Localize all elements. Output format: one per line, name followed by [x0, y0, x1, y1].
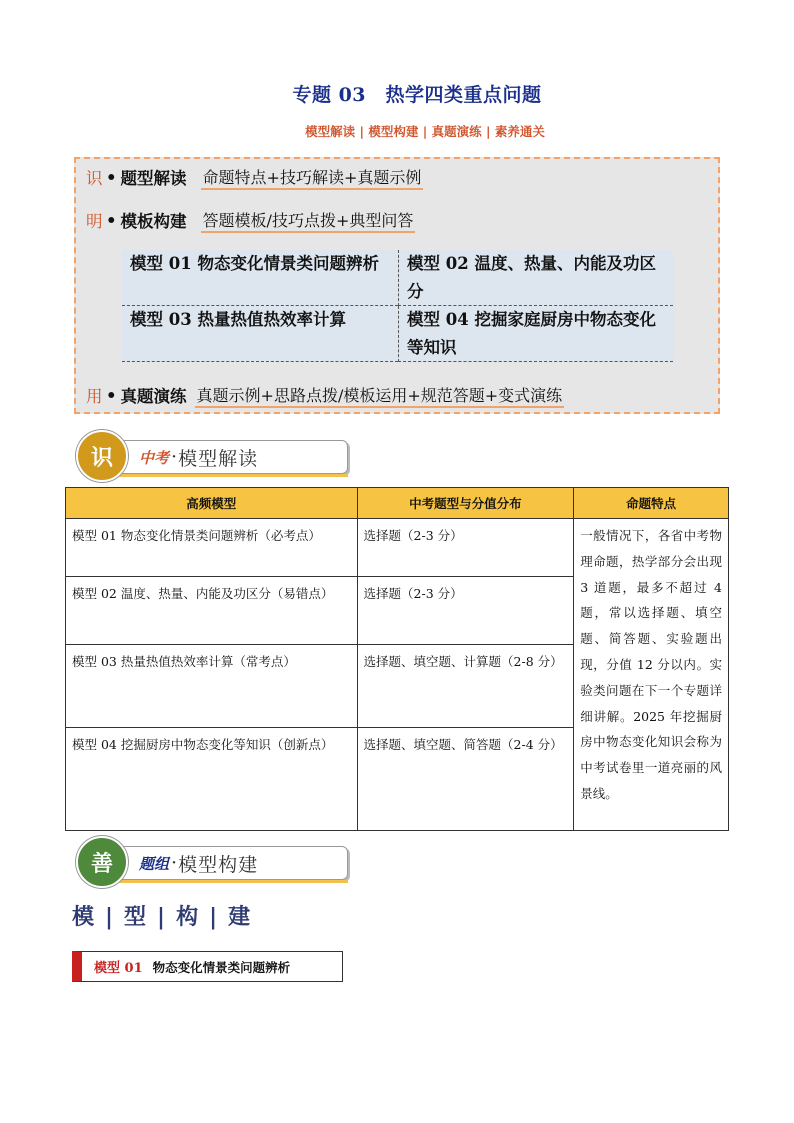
table-cell-type: 选择题（2-3 分） — [357, 577, 574, 645]
page-title: 专题 03 热学四类重点问题 — [292, 84, 542, 106]
page-subtitle: 模型解读 | 模型构建 | 真题演练 | 素养通关 — [305, 124, 545, 139]
model-name: 物态变化情景类问题辨析 — [152, 959, 291, 975]
overview-row-template — [86, 209, 415, 231]
overview-char: 明 — [86, 212, 103, 231]
section-heading — [72, 900, 252, 931]
section-bar — [112, 440, 348, 474]
model-grid — [122, 250, 673, 362]
overview-char: 用 — [86, 387, 103, 406]
section-badge-interpret — [76, 430, 259, 482]
heading-char: 模 — [72, 904, 97, 930]
section-badge-construct — [76, 836, 259, 888]
section-dot: · — [171, 852, 179, 874]
table-header: 命题特点 — [574, 488, 729, 519]
table-cell-model: 模型 02 温度、热量、内能及功区分（易错点） — [66, 577, 358, 645]
section-underline — [112, 474, 348, 477]
heading-char: 型 — [124, 904, 149, 930]
model-cell: 模型 04 挖掘家庭厨房中物态变化等知识 — [398, 306, 673, 362]
section-circle: 善 — [76, 836, 128, 888]
section-text: 模型构建 — [178, 853, 259, 876]
section-underline — [112, 880, 348, 883]
bullet: • — [106, 167, 117, 187]
model-table — [65, 487, 729, 831]
bullet: • — [106, 210, 117, 230]
section-circle: 识 — [76, 430, 128, 482]
overview-desc: 真题示例+思路点拨/模板运用+规范答题+变式演练 — [195, 383, 565, 408]
bullet: • — [106, 385, 117, 405]
table-row — [66, 519, 729, 577]
overview-desc: 答题模板/技巧点拨+典型问答 — [201, 208, 416, 233]
table-cell-model: 模型 03 热量热值热效率计算（常考点） — [66, 645, 358, 728]
section-tag: 题组 — [139, 854, 170, 873]
heading-separator: | — [157, 904, 168, 930]
section-dot: · — [171, 446, 179, 468]
table-cell-type: 选择题、填空题、计算题（2-8 分） — [357, 645, 574, 728]
table-header: 中考题型与分值分布 — [357, 488, 574, 519]
model-cell: 模型 03 热量热值热效率计算 — [122, 306, 398, 362]
overview-char: 识 — [86, 169, 103, 188]
section-bar — [112, 846, 348, 880]
heading-char: 构 — [176, 904, 201, 930]
heading-char: 建 — [228, 904, 253, 930]
model-label: 模型 01 — [94, 961, 143, 976]
table-cell-feature: 一般情况下，各省中考物理命题，热学部分会出现 3 道题，最多不超过 4 题，常以选择题、填空题、简答题、实验题出现，分值 12 分以内。实验类问题在下一个专题详细讲解。2025 年挖掘厨房中物态变化知识会称为中考试卷里一道亮丽的风景线。 — [574, 519, 729, 831]
model-cell: 模型 01 物态变化情景类问题辨析 — [122, 250, 398, 306]
overview-box — [74, 157, 720, 414]
overview-head: 题型解读 — [120, 169, 187, 188]
overview-head: 真题演练 — [120, 387, 187, 406]
overview-row-identify — [86, 166, 423, 188]
table-cell-type: 选择题（2-3 分） — [357, 519, 574, 577]
table-cell-model: 模型 04 挖掘厨房中物态变化等知识（创新点） — [66, 728, 358, 831]
section-text: 模型解读 — [178, 447, 259, 470]
table-cell-model: 模型 01 物态变化情景类问题辨析（必考点） — [66, 519, 358, 577]
section-tag: 中考 — [139, 448, 170, 467]
overview-head: 模板构建 — [120, 212, 187, 231]
model-cell: 模型 02 温度、热量、内能及功区分 — [398, 250, 673, 306]
model-label-box — [72, 951, 343, 982]
table-header-row — [66, 488, 729, 519]
table-cell-type: 选择题、填空题、简答题（2-4 分） — [357, 728, 574, 831]
overview-desc: 命题特点+技巧解读+真题示例 — [201, 165, 424, 190]
overview-row-practice — [86, 384, 564, 406]
heading-separator: | — [105, 904, 116, 930]
table-header: 高频模型 — [66, 488, 358, 519]
heading-separator: | — [209, 904, 220, 930]
